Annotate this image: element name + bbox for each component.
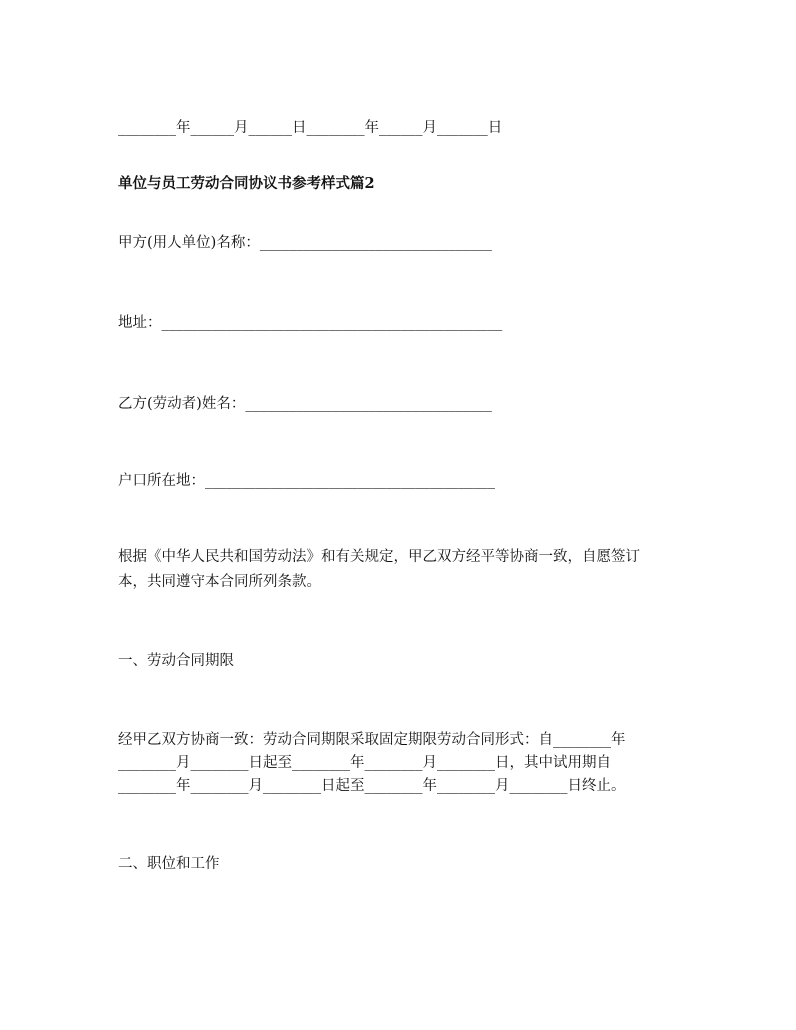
clause-2-heading: 二、职位和工作 [118,856,220,872]
clause-1-heading: 一、劳动合同期限 [118,653,234,669]
party-b-name-field: 乙方(劳动者)姓名：__________________________________ [118,396,492,412]
section-title: 单位与员工劳动合同协议书参考样式篇2 [118,175,375,192]
clause-1-line-2: ________月________日起至________年________月________日，其中试用期自 [118,755,611,771]
party-a-name-field: 甲方(用人单位)名称：________________________________ [118,235,492,251]
party-a-address-field: 地址：_______________________________________________ [118,315,503,331]
clause-1-line-3: ________年________月________日起至________年________月________日终止。 [118,778,626,794]
preamble-line-2: 本，共同遵守本合同所列条款。 [118,574,321,590]
date-range-line: ________年______月______日________年______月_______日 [118,120,503,136]
party-b-hukou-field: 户口所在地：________________________________________ [118,473,495,489]
preamble-line-1: 根据《中华人民共和国劳动法》和有关规定，甲乙双方经平等协商一致，自愿签订 [118,549,640,565]
clause-1-line-1: 经甲乙双方协商一致：劳动合同期限采取固定期限劳动合同形式：自________年 [118,732,626,748]
